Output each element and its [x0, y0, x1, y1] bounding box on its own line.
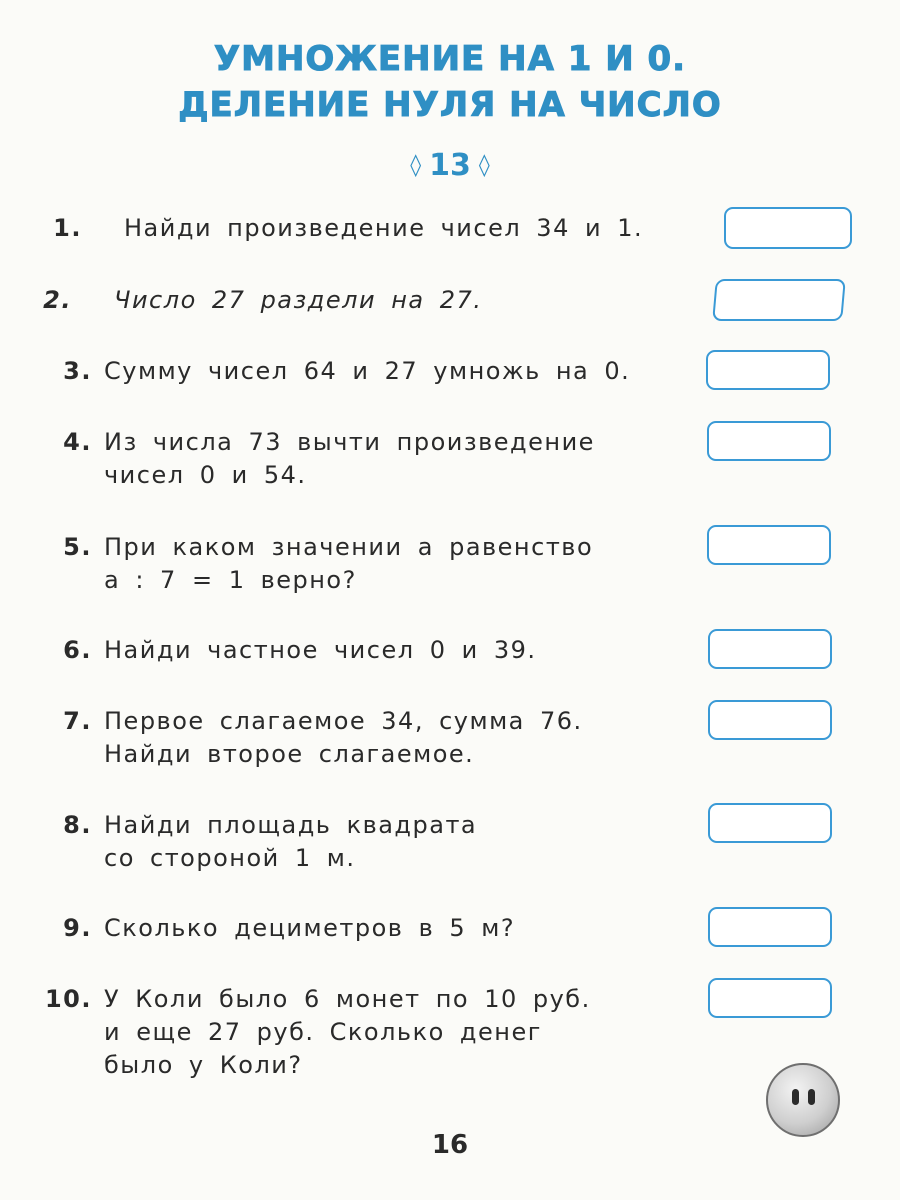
diamond-icon: ◊	[478, 153, 490, 178]
task-text	[114, 284, 714, 317]
task-number: 3.	[63, 357, 92, 385]
task-line: и еще 27 руб. Сколько денег	[104, 1018, 542, 1046]
title-line-2: ДЕЛЕНИЕ НУЛЯ НА ЧИСЛО	[178, 85, 722, 125]
task-line: a : 7 = 1 верно?	[104, 566, 357, 594]
task-line: Из числа 73 вычти произведение	[104, 428, 595, 456]
task-line: Первое слагаемое 34, сумма 76.	[104, 707, 583, 735]
task-text	[104, 531, 704, 597]
answer-box-7[interactable]	[708, 700, 832, 740]
task-line: Найди произведение чисел 34 и 1.	[124, 214, 644, 242]
task-number: 10.	[44, 985, 92, 1013]
variant-heading	[0, 148, 900, 183]
answer-box-3[interactable]	[706, 350, 830, 390]
task-line: У Коли было 6 монет по 10 руб.	[104, 985, 591, 1013]
answer-box-9[interactable]	[708, 907, 832, 947]
answer-box-1[interactable]	[724, 207, 852, 249]
title-line-1: УМНОЖЕНИЕ НА 1 И 0.	[213, 39, 687, 79]
task-number: 6.	[63, 636, 92, 664]
answer-box-8[interactable]	[708, 803, 832, 843]
task-line: Сколько дециметров в 5 м?	[104, 914, 516, 942]
task-text	[104, 809, 704, 875]
answer-box-2[interactable]	[712, 279, 846, 321]
task-line: Сумму чисел 64 и 27 умножь на 0.	[104, 357, 631, 385]
task-number: 8.	[63, 811, 92, 839]
task-text	[104, 705, 704, 771]
task-line: Найди площадь квадрата	[104, 811, 478, 839]
task-line: При каком значении a равенство	[104, 533, 594, 561]
diamond-icon: ◊	[410, 153, 422, 178]
answer-box-6[interactable]	[708, 629, 832, 669]
eye-right	[808, 1089, 815, 1105]
task-line: Число 27 раздели на 27.	[114, 286, 483, 314]
task-text	[124, 212, 724, 245]
task-number: 2.	[43, 286, 72, 314]
task-text	[104, 912, 704, 945]
variant-number: 13	[429, 148, 471, 183]
task-number: 7.	[63, 707, 92, 735]
task-text	[104, 426, 704, 492]
task-text	[104, 634, 704, 667]
task-line: Найди второе слагаемое.	[104, 740, 475, 768]
task-number: 5.	[63, 533, 92, 561]
task-number: 9.	[63, 914, 92, 942]
answer-box-5[interactable]	[707, 525, 831, 565]
page-title	[0, 36, 900, 128]
task-number: 4.	[63, 428, 92, 456]
page-number: 16	[431, 1130, 469, 1160]
task-line: Найди частное чисел 0 и 39.	[104, 636, 537, 664]
task-number: 1.	[53, 214, 82, 242]
task-line: было у Коли?	[104, 1051, 303, 1079]
task-text	[104, 355, 704, 388]
task-text	[104, 983, 704, 1082]
answer-box-10[interactable]	[708, 978, 832, 1018]
answer-box-4[interactable]	[707, 421, 831, 461]
task-line: чисел 0 и 54.	[104, 461, 307, 489]
task-line: со стороной 1 м.	[104, 844, 356, 872]
eye-left	[792, 1089, 799, 1105]
smiley-face-icon	[766, 1063, 840, 1137]
